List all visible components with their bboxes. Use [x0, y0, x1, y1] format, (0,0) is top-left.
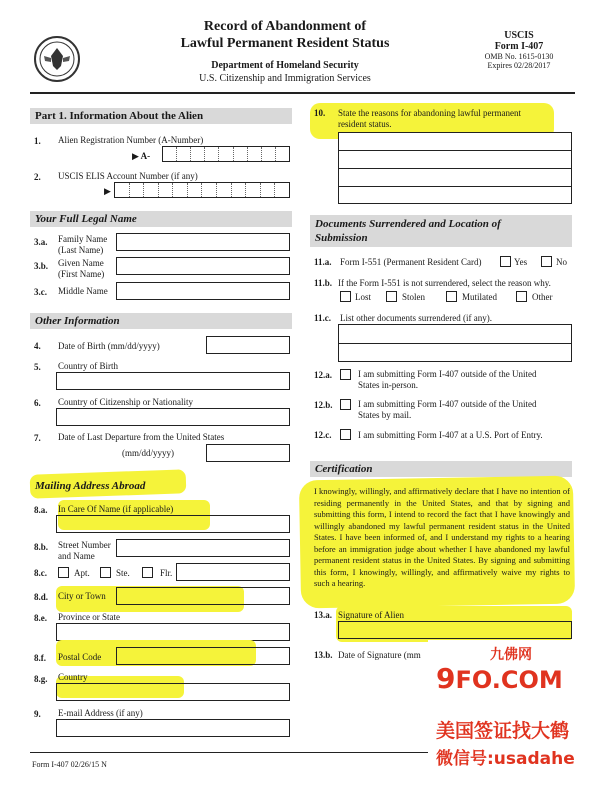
q10-number: 10.: [314, 108, 326, 118]
form-id-block: USCIS Form I-407 OMB No. 1615-0130 Expires 02/28/2017: [484, 30, 554, 70]
dob-field[interactable]: [206, 336, 290, 354]
by-mail-label: I am submitting Form I-407 outside of the United States by mail.: [358, 399, 537, 420]
q3c-number: 3.c.: [34, 287, 47, 297]
middle-name-field[interactable]: [116, 282, 290, 300]
apt-label: Apt.: [74, 568, 90, 578]
departure-field[interactable]: [206, 444, 290, 462]
other-checkbox[interactable]: [516, 291, 527, 302]
postal-field[interactable]: [116, 647, 290, 665]
given-name-label: Given Name (First Name): [58, 258, 105, 279]
care-of-field[interactable]: [56, 515, 290, 533]
q2-number: 2.: [34, 172, 41, 182]
family-name-field[interactable]: [116, 233, 290, 251]
footer-form-id: Form I-407 02/26/15 N: [32, 760, 107, 769]
q8d-number: 8.d.: [34, 592, 49, 602]
q13a-number: 13.a.: [314, 610, 332, 620]
i551-no-checkbox[interactable]: [541, 256, 552, 267]
other-docs-field[interactable]: [338, 324, 572, 362]
coc-label: Country of Citizenship or Nationality: [58, 397, 193, 407]
signature-date-label: Date of Signature (mm: [338, 650, 421, 660]
signature-field[interactable]: [338, 621, 572, 639]
i551-label: Form I-551 (Permanent Resident Card): [340, 257, 482, 267]
q9-number: 9.: [34, 709, 41, 719]
q11a-number: 11.a.: [314, 257, 332, 267]
apt-number-field[interactable]: [176, 563, 290, 581]
q13b-number: 13.b.: [314, 650, 333, 660]
watermark-line1: 美国签证找大鹤: [436, 720, 570, 742]
by-mail-checkbox[interactable]: [340, 399, 351, 410]
q8b-number: 8.b.: [34, 542, 49, 552]
cob-field[interactable]: [56, 372, 290, 390]
q8g-number: 8.g.: [34, 674, 48, 684]
agency: U.S. Citizenship and Immigration Services: [199, 73, 371, 84]
port-of-entry-checkbox[interactable]: [340, 429, 351, 440]
q8a-number: 8.a.: [34, 505, 48, 515]
watermark-site-cn: 九佛网: [490, 647, 532, 663]
dhs-seal: [34, 36, 80, 82]
part1-heading: Part 1. Information About the Alien: [30, 108, 292, 124]
yes-label: Yes: [514, 257, 528, 267]
signature-label: Signature of Alien: [338, 610, 404, 620]
other-docs-label: List other documents surrendered (if any).: [340, 313, 492, 323]
reasons-label: State the reasons for abandoning lawful permanent resident status.: [338, 108, 521, 129]
cob-label: Country of Birth: [58, 361, 118, 371]
header-rule: [30, 92, 575, 94]
form-title: Record of Abandonment of Lawful Permanent Resident Status: [180, 19, 390, 51]
other-info-heading: Other Information: [30, 313, 292, 329]
in-person-checkbox[interactable]: [340, 369, 351, 380]
middle-name-label: Middle Name: [58, 286, 108, 296]
email-field[interactable]: [56, 719, 290, 737]
apt-checkbox[interactable]: [58, 567, 69, 578]
city-label: City or Town: [58, 591, 106, 601]
elis-label: USCIS ELIS Account Number (if any): [58, 171, 198, 181]
department: Department of Homeland Security: [211, 60, 359, 71]
q4-number: 4.: [34, 341, 41, 351]
a-number-field[interactable]: [162, 146, 290, 162]
flr-checkbox[interactable]: [142, 567, 153, 578]
street-field[interactable]: [116, 539, 290, 557]
family-name-label: Family Name (Last Name): [58, 234, 108, 255]
q3b-number: 3.b.: [34, 261, 49, 271]
ste-checkbox[interactable]: [100, 567, 111, 578]
q8c-number: 8.c.: [34, 568, 47, 578]
street-label: Street Number and Name: [58, 540, 111, 561]
q11b-number: 11.b.: [314, 278, 333, 288]
mutilated-checkbox[interactable]: [446, 291, 457, 302]
country-field[interactable]: [56, 683, 290, 701]
departure-format: (mm/dd/yyyy): [122, 448, 174, 458]
care-of-label: In Care Of Name (if applicable): [58, 504, 174, 514]
country-label: Country: [58, 672, 88, 682]
q12b-number: 12.b.: [314, 400, 333, 410]
in-person-label: I am submitting Form I-407 outside of the United States in-person.: [358, 369, 537, 390]
port-of-entry-label: I am submitting Form I-407 at a U.S. Port of Entry.: [358, 430, 543, 440]
elis-field[interactable]: [114, 182, 290, 198]
departure-label: Date of Last Departure from the United States: [58, 432, 225, 442]
q6-number: 6.: [34, 398, 41, 408]
stolen-label: Stolen: [402, 292, 426, 302]
mutilated-label: Mutilated: [462, 292, 497, 302]
watermark-line2: 微信号:usadahe: [436, 749, 575, 769]
q8f-number: 8.f.: [34, 653, 46, 663]
no-label: No: [556, 257, 567, 267]
q3a-number: 3.a.: [34, 237, 48, 247]
q1-number: 1.: [34, 136, 41, 146]
legal-name-heading: Your Full Legal Name: [30, 211, 292, 227]
postal-label: Postal Code: [58, 652, 102, 662]
a-number-prefix: ▶ A-: [132, 151, 151, 161]
province-field[interactable]: [56, 623, 290, 641]
city-field[interactable]: [116, 587, 290, 605]
q12a-number: 12.a.: [314, 370, 332, 380]
docs-heading: Documents Surrendered and Location of Submission: [310, 215, 572, 247]
q5-number: 5.: [34, 362, 41, 372]
q12c-number: 12.c.: [314, 430, 332, 440]
reasons-field[interactable]: [338, 132, 572, 204]
email-label: E-mail Address (if any): [58, 708, 143, 718]
q11c-number: 11.c.: [314, 313, 331, 323]
lost-checkbox[interactable]: [340, 291, 351, 302]
stolen-checkbox[interactable]: [386, 291, 397, 302]
cert-heading: Certification: [310, 461, 572, 477]
province-label: Province or State: [58, 612, 120, 622]
q8e-number: 8.e.: [34, 613, 47, 623]
i551-yes-checkbox[interactable]: [500, 256, 511, 267]
eagle-icon: [36, 38, 78, 80]
a-number-label: Alien Registration Number (A-Number): [58, 135, 204, 145]
ste-label: Ste.: [116, 568, 130, 578]
watermark-logo-text: FO.COM: [455, 666, 563, 694]
coc-field[interactable]: [56, 408, 290, 426]
q7-number: 7.: [34, 433, 41, 443]
mailing-heading: Mailing Address Abroad: [35, 480, 146, 492]
lost-label: Lost: [355, 292, 372, 302]
dob-label: Date of Birth (mm/dd/yyyy): [58, 341, 160, 351]
cert-text: I knowingly, willingly, and affirmatively declare that I have no intention of residing permanently in the United States, and that by signing and submitting this form, I intend to record the fact that I have knowingly and willingly abandoned my lawful permanent resident status in the United States. I have been informed of, and I understand my rights to a hearing before an immigration judge about whether I have abandoned my lawful permanent resident status in the United States. By signing and submitting this form, I knowingly, willingly, and affirmatively waive my rights to such a hearing.: [314, 486, 570, 588]
other-label: Other: [532, 292, 553, 302]
flr-label: Flr.: [160, 568, 173, 578]
reason-label: If the Form I-551 is not surrendered, select the reason why.: [338, 278, 551, 288]
watermark-logo-9: 9: [436, 662, 456, 695]
given-name-field[interactable]: [116, 257, 290, 275]
watermark-logo: [436, 662, 563, 697]
arrow-icon: ▶: [104, 186, 111, 196]
